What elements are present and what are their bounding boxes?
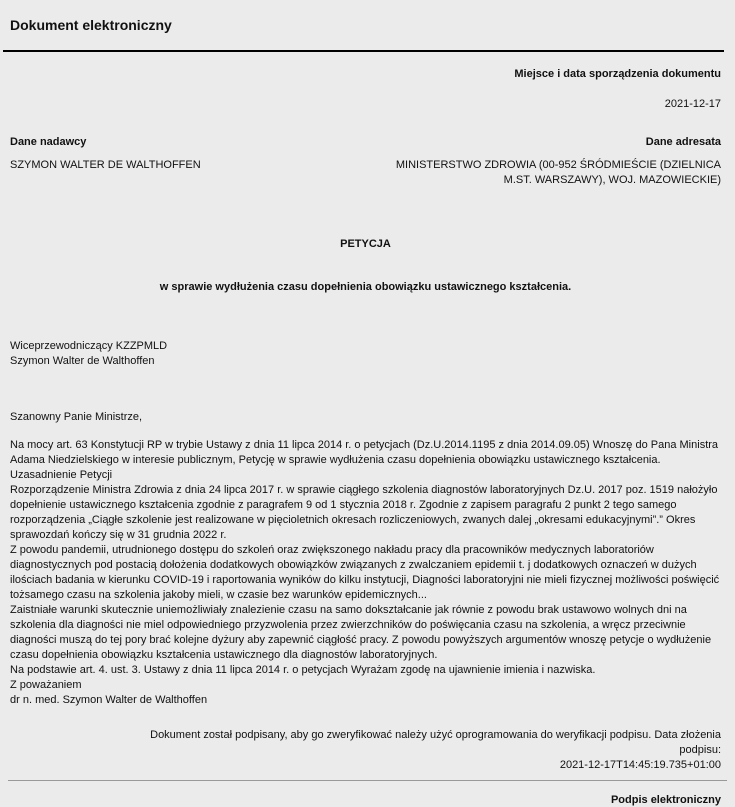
closing-phrase: Z poważaniem (10, 679, 82, 691)
petition-subject: w sprawie wydłużenia czasu dopełnienia obowiązku ustawicznego kształcenia. (159, 281, 572, 293)
document-type-title: Dokument elektroniczny (10, 17, 172, 33)
parties-labels-row (10, 136, 721, 149)
body-paragraph: Na mocy art. 63 Konstytucji RP w trybie Ustawy z dnia 11 lipca 2014 r. o petycjach (Dz.U.2014.1195 z dnia 2014.09.05) Wnoszę do Pana Ministra Adama Niedzielskiego w interesie publicznym, Petycję w sprawie wydłużenia czasu dopełnienia obowiązku ustawicznego kształcenia. (10, 439, 719, 466)
signature-verification-note: Dokument został podpisany, aby go zweryfikować należy użyć oprogramowania do weryfikacji podpisu. Data złożenia podpisu: (150, 729, 721, 756)
parties-names-row (10, 158, 721, 188)
sender-label: Dane nadawcy (10, 136, 87, 148)
electronic-signature-label: Podpis elektroniczny (610, 794, 721, 806)
body-paragraph: Na podstawie art. 4. ust. 3. Ustawy z dnia 11 lipca 2014 r. o petycjach Wyrażam zgodę na ujawnienie imienia i nazwiska. (10, 664, 596, 676)
signer-name: dr n. med. Szymon Walter de Walthoffen (10, 694, 208, 706)
signature-timestamp: 2021-12-17T14:45:19.735+01:00 (559, 759, 721, 771)
body-paragraph: Z powodu pandemii, utrudnionego dostępu do szkoleń oraz zwiększonego nakładu pracy dla pracowników medycznych laboratoriów diagnostycznych pod postacią dołożenia dodatkowych obowiązków związanych z zwalczaniem epidemii t. j dodatkowych oznaczeń w dużych ilościach badania w kierunku COVID-19 i raportowania wyników do kilku instytucji, Diagności laboratoryjni nie mieli fizycznej możliwości poświęcić tożsamego czasu na szkolenia jakoby mieli, w czasie bez warunków epidemicznych... (10, 544, 720, 601)
salutation: Szanowny Panie Ministrze, (10, 411, 143, 423)
sender-name: SZYMON WALTER DE WALTHOFFEN (10, 159, 201, 171)
addressee-label: Dane adresata (645, 136, 721, 148)
author-block (10, 339, 721, 369)
closing-block (10, 678, 721, 708)
addressee-name: MINISTERSTWO ZDROWIA (00-952 ŚRÓDMIEŚCIE (DZIELNICA M.ST. WARSZAWY), WOJ. MAZOWIECKIE) (395, 159, 721, 186)
place-date-label: Miejsce i data sporządzenia dokumentu (514, 68, 721, 80)
document-date: 2021-12-17 (664, 98, 721, 110)
author-role: Wiceprzewodniczący KZZPMLD (10, 340, 168, 352)
author-name: Szymon Walter de Walthoffen (10, 355, 155, 367)
body-paragraph: Rozporządzenie Ministra Zdrowia z dnia 24 lipca 2017 r. w sprawie ciągłego szkolenia diagnostów laboratoryjnych Dz.U. 2017 poz. 1519 nałożyło dopełnienie ustawicznego kształcenia zgodnie z paragrafem 9 od 1 stycznia 2018 r. Zgodnie z zapisem paragrafu 2 punkt 2 tego samego rozporządzenia „Ciągłe szkolenie jest realizowane w pięcioletnich okresach rozliczeniowych, zwanych dalej „okresami edukacyjnymi”.” Okres sprawozdań kończy się w 31 grudnia 2022 r. (10, 484, 718, 541)
header-divider (3, 50, 724, 52)
document-page (0, 16, 735, 806)
body-paragraph: Uzasadnienie Petycji (10, 469, 113, 481)
body-paragraph: Zaistniałe warunki skutecznie uniemożliwiały znalezienie czasu na samo dokształcanie jak równie z powodu brak ustawowo wolnych dni na szkolenia dla diagności nie miel odpowiedniego przyzwolenia przez zwierzchników do poświęcania czasu na szkolenia, a wręcz przeciwnie diagności muszą do tej pory brać kolejne dyżury aby zapewnić ciągłość pracy. Z powodu powyższych argumentów wnoszę petycje o wydłużenie czasu dopełnienia obowiązku kształcenia ustawicznego dla diagnostów laboratoryjnych. (10, 604, 712, 661)
signature-divider (8, 780, 727, 781)
petition-body (10, 438, 721, 678)
petition-title: PETYCJA (340, 238, 391, 250)
